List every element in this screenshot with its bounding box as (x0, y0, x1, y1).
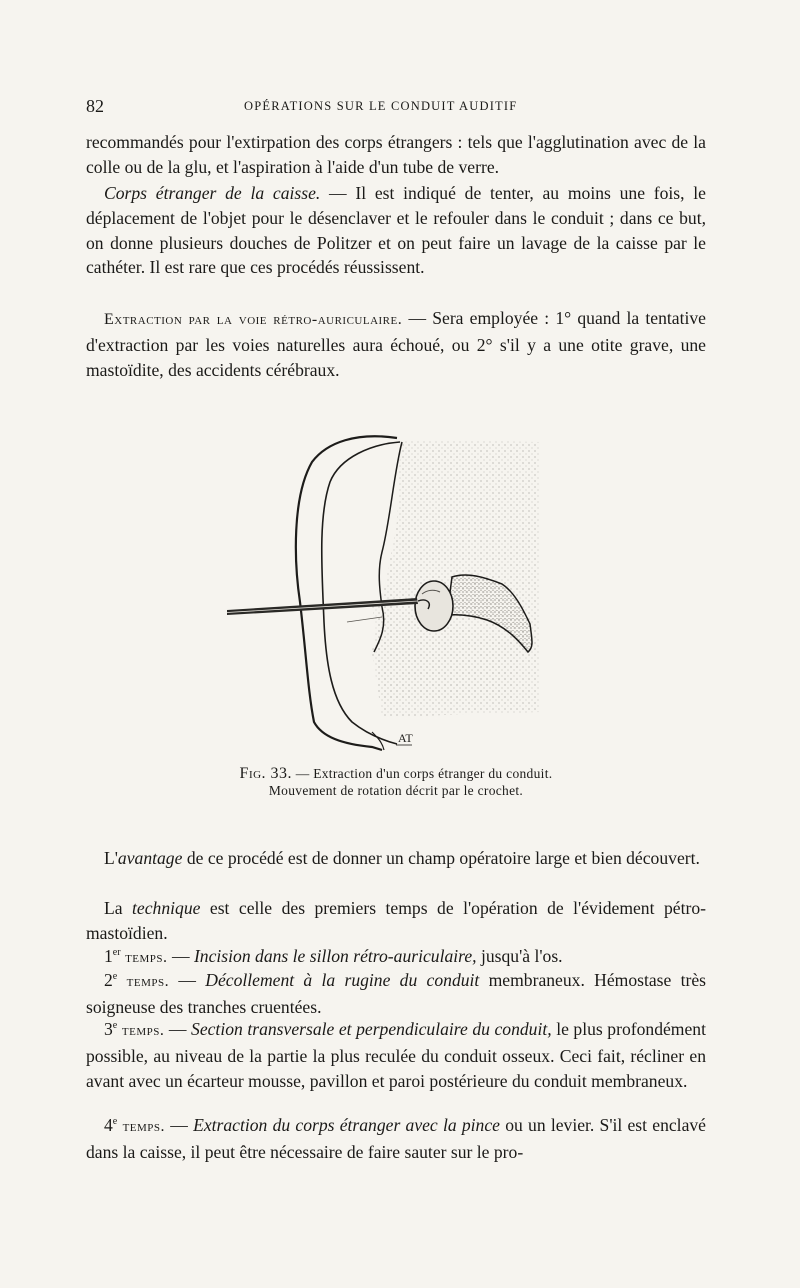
section-lead: Extraction par la voie rétro-auriculaire. (104, 311, 403, 328)
figure-label: Fig. 33. (239, 765, 293, 782)
paragraph-extraction-retro-auriculaire (86, 306, 706, 382)
step-title: Section transversale et perpendiculaire du conduit, (191, 1019, 552, 1039)
section-lead: Corps étranger de la caisse. (104, 183, 321, 203)
step-number: 1 (104, 946, 113, 966)
step-label: temps. (117, 1118, 166, 1135)
step-label: temps. (117, 1022, 165, 1039)
paragraph-corps-etranger-caisse (86, 181, 706, 280)
caption-line-1: — Extraction d'un corps étranger du conduit. (292, 766, 553, 781)
paragraph-text: — Sera employée : 1° quand la tentative d'extraction par les voies naturelles aura échoué, ou 2° s'il y a une otite grave, une mastoïdite, des accidents cérébraux. (86, 308, 706, 380)
ear-extraction-drawing (222, 402, 582, 754)
step-2: 2e temps. — Décollement à la rugine du conduit membraneux. Hémostase très soigneuse des tranches cruentées. (86, 970, 706, 1017)
figure-33-ear-illustration (222, 402, 582, 754)
page-number: 82 (86, 96, 104, 116)
step-title: Incision dans le sillon rétro-auriculaire, (193, 946, 477, 966)
step-number: 3 (104, 1019, 113, 1039)
paragraph-avantage: L'avantage de ce procédé est de donner un champ opératoire large et bien découvert. (104, 848, 700, 868)
emphasis: avantage (117, 848, 183, 868)
figure-caption (86, 765, 706, 799)
paragraph-technique: La technique est celle des premiers temps de l'opération de l'évidement pétro-mastoïdien. (86, 898, 706, 943)
paragraph-text: recommandés pour l'extirpation des corps étrangers : tels que l'agglutination avec de la colle ou de la glu, et l'aspiration à l'aide d'un tube de verre. (86, 132, 706, 177)
running-title: OPÉRATIONS SUR LE CONDUIT AUDITIF (244, 99, 518, 113)
step-title: Extraction du corps étranger avec la pince (193, 1115, 500, 1135)
step-1: 1er temps. — Incision dans le sillon rétro-auriculaire, jusqu'à l'os. (104, 946, 563, 966)
step-3: 3e temps. — Section transversale et perpendiculaire du conduit, le plus profondément possible, au niveau de la partie la plus reculée du conduit osseux. Ceci fait, récliner en avant avec un écarteur mousse, pavillon et paroi postérieure du conduit membraneux. (86, 1019, 706, 1091)
step-title: Décollement à la rugine du conduit (205, 970, 480, 990)
step-label: temps. (120, 949, 168, 966)
paragraph-text: — Il est indiqué de tenter, au moins une fois, le déplacement de l'objet pour le désenclaver et le refouler dans le conduit ; dans ce but, on donne plusieurs douches de Politzer et on peut faire un lavage de la caisse par le cathéter. Il est rare que ces procédés réussissent. (86, 183, 706, 278)
emphasis: technique (132, 898, 201, 918)
foreign-body (415, 581, 453, 631)
step-number: 4 (104, 1115, 113, 1135)
step-4: 4e temps. — Extraction du corps étranger avec la pince ou un levier. S'il est enclavé dans la caisse, il peut être nécessaire de faire sauter sur le pro- (86, 1115, 706, 1162)
caption-line-2: Mouvement de rotation décrit par le crochet. (268, 783, 524, 798)
paragraph-foreign-bodies-methods (86, 130, 706, 180)
step-number: 2 (104, 970, 113, 990)
artist-signature: AT (398, 731, 413, 745)
step-label: temps. (117, 973, 170, 990)
